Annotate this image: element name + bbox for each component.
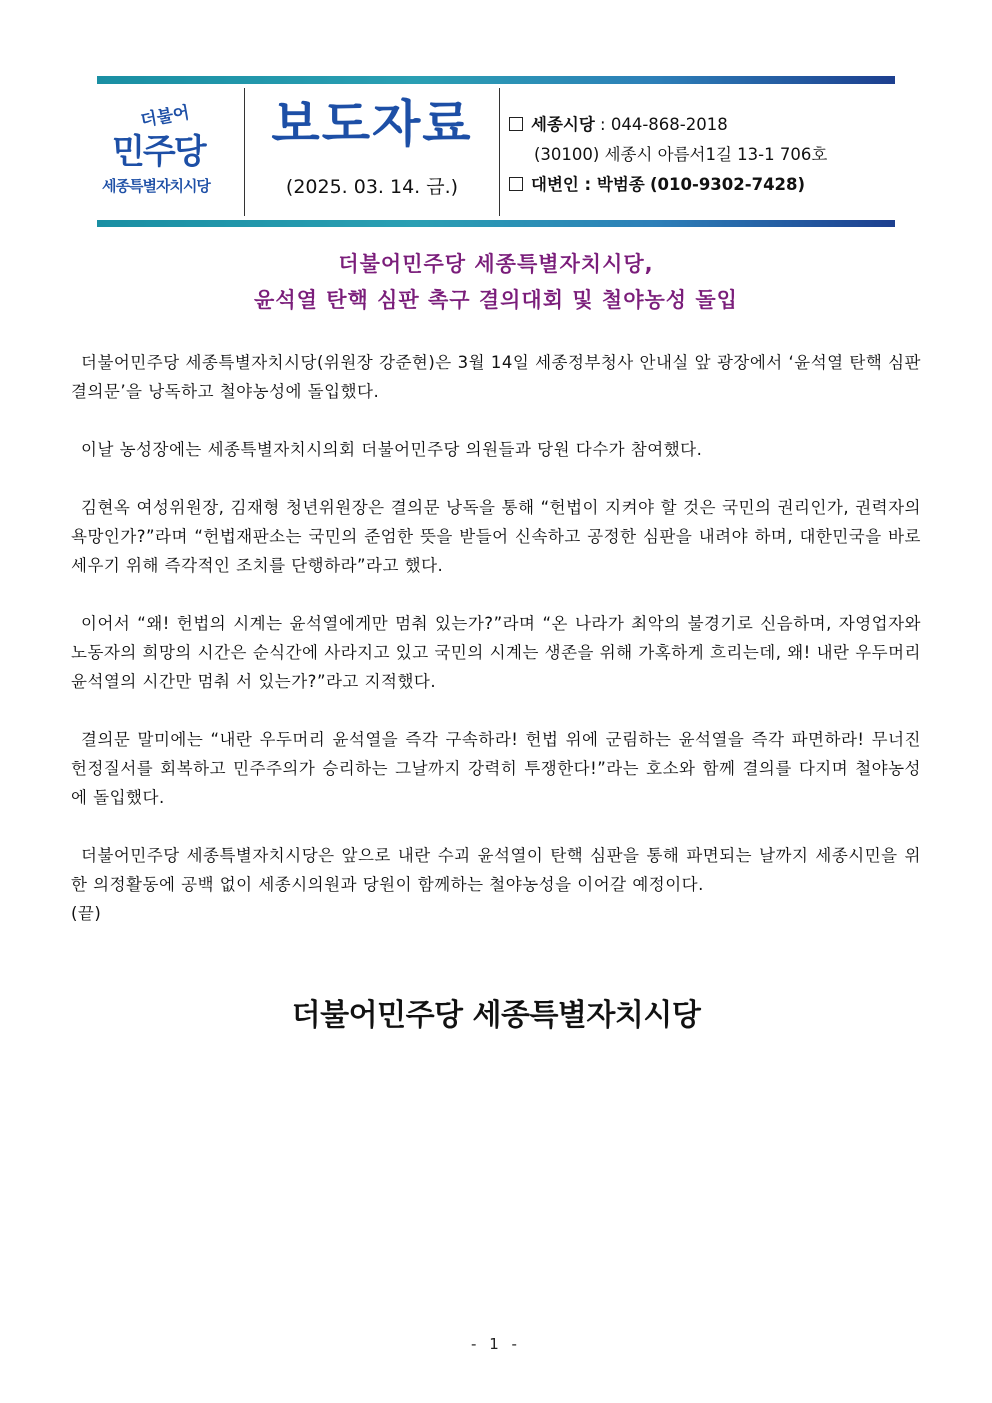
headline-line-2: 윤석열 탄핵 심판 촉구 결의대회 및 철야농성 돌입: [254, 288, 738, 312]
end-mark: (끝): [71, 904, 102, 923]
logo-party-name: 민주당: [112, 132, 205, 172]
office-label: 세종시당: [531, 115, 595, 134]
release-date: (2025. 03. 14. 금.): [285, 176, 459, 198]
header-divider-right: [499, 88, 500, 216]
paragraph-3: 김현옥 여성위원장, 김재형 청년위원장은 결의문 낭독을 통해 “헌법이 지켜야 할 것은 국민의 권리인가, 권력자의 욕망인가?”라며 “헌법재판소는 국민의 준엄한 뜻을 받들어 신속하고 공정한 심판을 내려야 하며, 대한민국을 바로 세우기 위해 즉각적인 조치를 단행하라”라고 했다.: [71, 498, 921, 575]
checkbox-square-icon: [509, 177, 523, 191]
spokesperson-phone: (010-9302-7428): [649, 175, 806, 194]
logo-small-text: 더불어: [139, 102, 192, 132]
headline-line-1: 더불어민주당 세종특별자치시당,: [338, 252, 654, 276]
press-release-title: 보도자료: [271, 95, 473, 153]
paragraph-2: 이날 농성장에는 세종특별자치시의회 더불어민주당 의원들과 당원 다수가 참여했다.: [81, 440, 703, 459]
party-logo: [100, 96, 242, 206]
logo-branch-name: 세종특별자치시당: [102, 177, 210, 195]
header-divider-left: [244, 88, 245, 216]
paragraph-4: 이어서 “왜! 헌법의 시계는 윤석열에게만 멈춰 있는가?”라며 “온 나라가 최악의 불경기로 신음하며, 자영업자와 노동자의 희망의 시간은 순식간에 사라지고 있고 국민의 시계는 생존을 위해 가혹하게 흐리는데, 왜! 내란 우두머리 윤석열의 시간만 멈춰 서 있는가?”라고 지적했다.: [71, 614, 921, 691]
spokesperson-label: 대변인 : 박범종: [531, 175, 645, 194]
article-body: [71, 348, 921, 957]
office-contact-line: [509, 110, 827, 140]
spokesperson-line: [509, 170, 827, 200]
office-phone: : 044-868-2018: [600, 115, 728, 134]
header-bottom-bar: [97, 220, 895, 227]
paragraph-5: 결의문 말미에는 “내란 우두머리 윤석열을 즉각 구속하라! 헌법 위에 군림하는 윤석열을 즉각 파면하라! 무너진 헌정질서를 회복하고 민주주의가 승리하는 그날까지 강력히 투쟁한다!”라는 호소와 함께 결의를 다지며 철야농성에 돌입했다.: [71, 730, 921, 807]
paragraph-6: 더불어민주당 세종특별자치시당은 앞으로 내란 수괴 윤석열이 탄핵 심판을 통해 파면되는 날까지 세종시민을 위한 의정활동에 공백 없이 세종시의원과 당원이 함께하는 철야농성을 이어갈 예정이다.: [71, 846, 921, 894]
checkbox-square-icon: [509, 117, 523, 131]
office-address: (30100) 세종시 아름서1길 13-1 706호: [534, 145, 828, 164]
page-number: - 1 -: [471, 1335, 521, 1353]
footer-organization: 더불어민주당 세종특별자치시당: [291, 998, 701, 1033]
header-top-bar: [97, 76, 895, 84]
paragraph-1: 더불어민주당 세종특별자치시당(위원장 강준현)은 3월 14일 세종정부청사 안내실 앞 광장에서 ‘윤석열 탄핵 심판 결의문’을 낭독하고 철야농성에 돌입했다.: [71, 353, 921, 401]
contact-info: [509, 110, 827, 200]
press-release-title-box: [248, 92, 496, 199]
